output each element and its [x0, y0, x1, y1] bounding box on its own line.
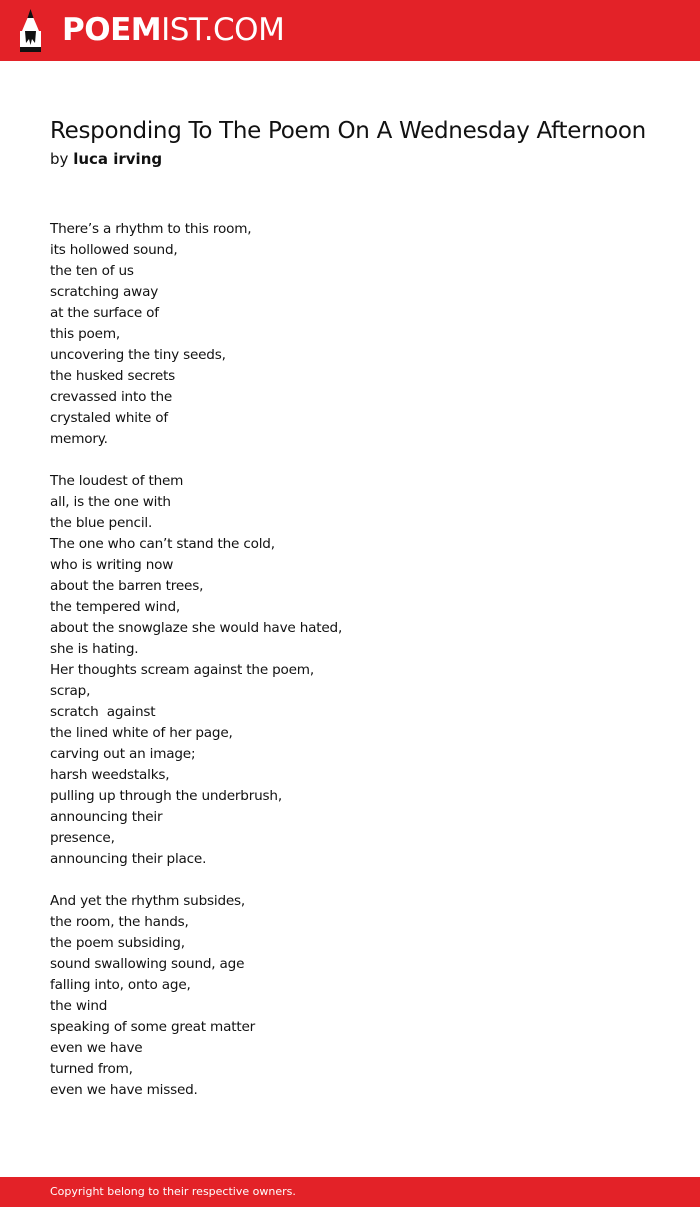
author-name: luca irving — [73, 150, 163, 168]
poem-line: And yet the rhythm subsides, — [50, 893, 246, 909]
poem-line: the husked secrets — [50, 368, 176, 384]
poem-line: sound swallowing sound, age — [50, 956, 245, 972]
poem-line: turned from, — [50, 1061, 133, 1077]
stanza — [50, 471, 670, 870]
poem-title: Responding To The Poem On A Wednesday Afternoon — [50, 118, 646, 144]
poem-line: The one who can’t stand the cold, — [50, 536, 275, 552]
poem-line: even we have — [50, 1040, 143, 1056]
poem-line: scratching away — [50, 284, 159, 300]
copyright-notice: Copyright belong to their respective owners. — [50, 1185, 296, 1198]
byline — [50, 149, 162, 169]
poem-line: harsh weedstalks, — [50, 767, 170, 783]
poem-line: about the snowglaze she would have hated, — [50, 620, 343, 636]
poem-line: Her thoughts scream against the poem, — [50, 662, 314, 678]
poem-line: all, is the one with — [50, 494, 171, 510]
poem-line: crystaled white of — [50, 410, 168, 426]
byline-prefix: by — [50, 150, 69, 168]
poem-line: the blue pencil. — [50, 515, 153, 531]
site-header — [0, 0, 700, 61]
stanza — [50, 891, 670, 1101]
poem-line: announcing their place. — [50, 851, 207, 867]
poem-line: even we have missed. — [50, 1082, 198, 1098]
poem-line: its hollowed sound, — [50, 242, 178, 258]
poem-line: the poem subsiding, — [50, 935, 185, 951]
poem-line: announcing their — [50, 809, 163, 825]
poem-line: the lined white of her page, — [50, 725, 233, 741]
site-logo-link[interactable] — [62, 12, 284, 48]
site-footer — [0, 1177, 700, 1207]
poem-line: who is writing now — [50, 557, 174, 573]
poem-line: speaking of some great matter — [50, 1019, 256, 1035]
poem-line: memory. — [50, 431, 108, 447]
poem-line: the ten of us — [50, 263, 134, 279]
poem-line: scrap, — [50, 683, 91, 699]
logo-light-text: IST.COM — [161, 12, 285, 48]
poem-line: at the surface of — [50, 305, 159, 321]
poem-line: this poem, — [50, 326, 120, 342]
poem-line: pulling up through the underbrush, — [50, 788, 282, 804]
logo-bold-text: POEM — [62, 12, 162, 48]
poem-line: the room, the hands, — [50, 914, 189, 930]
poem-line: There’s a rhythm to this room, — [50, 221, 252, 237]
poem-line: the wind — [50, 998, 108, 1014]
poem-line: the tempered wind, — [50, 599, 181, 615]
poem-line: about the barren trees, — [50, 578, 204, 594]
poem-line: carving out an image; — [50, 746, 196, 762]
poem-body — [50, 219, 670, 1122]
stanza — [50, 219, 670, 450]
poem-line: crevassed into the — [50, 389, 173, 405]
poem-line: The loudest of them — [50, 473, 184, 489]
poem-line: presence, — [50, 830, 115, 846]
poem-line: uncovering the tiny seeds, — [50, 347, 226, 363]
poem-line: falling into, onto age, — [50, 977, 191, 993]
pencil-logo-icon — [17, 9, 44, 52]
poem-line: she is hating. — [50, 641, 139, 657]
poem-line: scratch against — [50, 704, 156, 720]
